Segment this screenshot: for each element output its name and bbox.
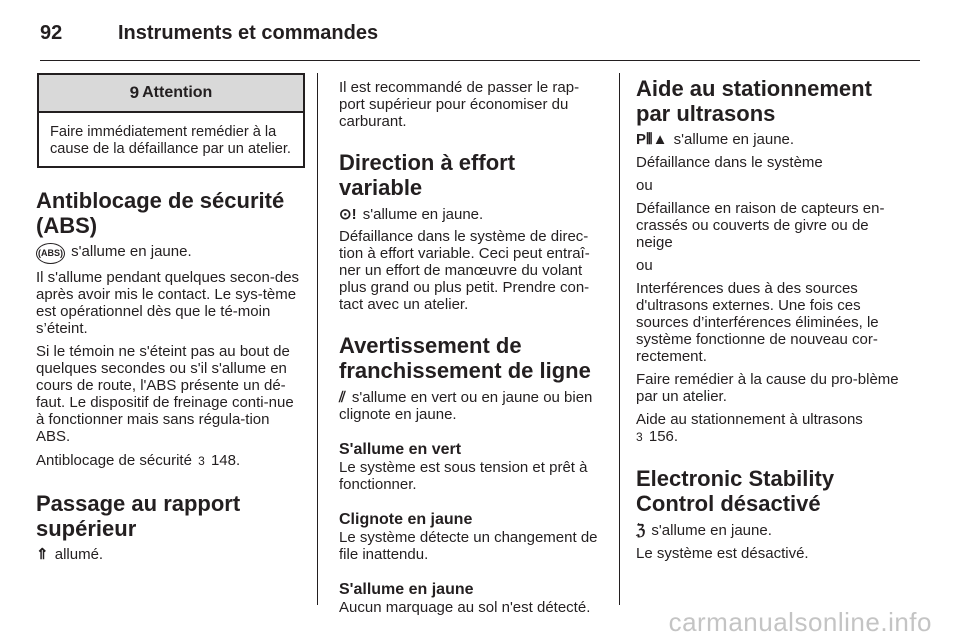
page-reference-icon: 3 bbox=[198, 454, 205, 468]
lane-yellow-text: Aucun marquage au sol n'est détecté. bbox=[339, 599, 591, 616]
esc-paragraph: Le système est désactivé. bbox=[636, 545, 809, 562]
abs-status-text: s'allume en jaune. bbox=[71, 243, 192, 260]
column-divider bbox=[619, 73, 620, 605]
parking-reference-text: Aide au stationnement à ultrasons bbox=[636, 411, 863, 428]
column-right bbox=[636, 73, 904, 562]
steering-paragraph: Défaillance dans le système de direc-tion à effort variable. Ceci peut entraî-ner un effort de manœuvre du volant plus grand ou plus petit. Prendre con-tact avec un atelier. bbox=[339, 228, 590, 313]
lane-status-line bbox=[339, 389, 603, 423]
abs-reference-text: Antiblocage de sécurité bbox=[36, 452, 192, 469]
abs-paragraph-1: Il s'allume pendant quelques secon-des après avoir mis le contact. Le sys-tème est opérationnel dès que le té-moin s’éteint. bbox=[36, 269, 300, 337]
parking-paragraph-2: Défaillance en raison de capteurs en-crassés ou couverts de givre ou de neige bbox=[636, 200, 885, 251]
column-middle bbox=[339, 73, 603, 616]
steering-warning-icon: ⊙! bbox=[339, 206, 357, 223]
header-divider bbox=[40, 60, 920, 61]
column-left bbox=[36, 73, 304, 563]
parking-reference bbox=[636, 411, 904, 446]
parking-sensor-icon: P⦀▲ bbox=[636, 131, 668, 148]
esc-heading: Electronic Stability Control désactivé bbox=[636, 466, 835, 516]
parking-heading: Aide au stationnement par ultrasons bbox=[636, 76, 872, 126]
attention-icon: 9 bbox=[129, 83, 140, 102]
parking-reference-page: 156. bbox=[648, 428, 679, 445]
attention-box bbox=[37, 73, 305, 168]
esc-status-line bbox=[636, 522, 904, 539]
abs-status-line bbox=[36, 243, 304, 264]
lane-flashing-heading: Clignote en jaune bbox=[339, 511, 473, 528]
parking-paragraph-1: Défaillance dans le système bbox=[636, 154, 823, 171]
column-divider bbox=[317, 73, 318, 605]
parking-paragraph-3: Interférences dues à des sources d'ultrasons externes. Une fois ces sources d’interférences éliminées, le système fonctionne de nouveau cor-rectement. bbox=[636, 280, 879, 365]
attention-text: Faire immédiatement remédier à la cause de la défaillance par un atelier. bbox=[50, 124, 291, 157]
abs-warning-icon: (ABS) bbox=[36, 243, 65, 264]
parking-status-line bbox=[636, 131, 904, 148]
lane-departure-icon: ⫽ bbox=[339, 389, 346, 406]
steering-heading: Direction à effort variable bbox=[339, 150, 516, 200]
watermark: carmanualsonline.info bbox=[668, 607, 932, 637]
section-title: Instruments et commandes bbox=[118, 21, 379, 44]
attention-header bbox=[39, 75, 303, 113]
parking-paragraph-4: Faire remédier à la cause du pro-blème par un atelier. bbox=[636, 371, 899, 405]
lane-yellow-heading: S'allume en jaune bbox=[339, 581, 474, 598]
esc-status-text: s'allume en jaune. bbox=[651, 522, 772, 539]
lane-green-text: Le système est sous tension et prêt à fonctionner. bbox=[339, 459, 588, 493]
lane-flashing-text: Le système détecte un changement de file inattendu. bbox=[339, 529, 598, 563]
parking-or-2: ou bbox=[636, 257, 653, 274]
lane-heading: Avertissement de franchissement de ligne bbox=[339, 333, 591, 383]
upshift-arrow-icon: ⇑ bbox=[36, 546, 49, 563]
steering-status-line bbox=[339, 206, 603, 223]
steering-status-text: s'allume en jaune. bbox=[362, 206, 484, 223]
page-number: 92 bbox=[40, 21, 63, 44]
abs-heading: Antiblocage de sécurité (ABS) bbox=[36, 188, 285, 238]
upshift-paragraph: Il est recommandé de passer le rap-port supérieur pour économiser du carburant. bbox=[339, 79, 580, 130]
parking-or-1: ou bbox=[636, 177, 653, 194]
upshift-status-text: allumé. bbox=[54, 546, 104, 563]
page-header bbox=[40, 16, 378, 50]
upshift-heading: Passage au rapport supérieur bbox=[36, 491, 241, 541]
lane-green-heading: S'allume en vert bbox=[339, 441, 462, 458]
abs-paragraph-2: Si le témoin ne s'éteint pas au bout de quelques secondes ou s'il s'allume en cours de route, l'ABS présente un dé-faut. Le dispositif de freinage conti-nue à fonctionner mais sans régula-tion ABS. bbox=[36, 343, 294, 445]
abs-reference-page: 148. bbox=[210, 452, 241, 469]
esc-off-icon: ℨ bbox=[636, 522, 646, 539]
abs-reference bbox=[36, 452, 304, 470]
parking-status-text: s'allume en jaune. bbox=[673, 131, 795, 148]
upshift-status-line bbox=[36, 546, 304, 563]
attention-title: Attention bbox=[142, 84, 213, 101]
lane-status-text: s'allume en vert ou en jaune ou bien clignote en jaune. bbox=[339, 389, 593, 423]
page-reference-icon: 3 bbox=[636, 430, 643, 444]
